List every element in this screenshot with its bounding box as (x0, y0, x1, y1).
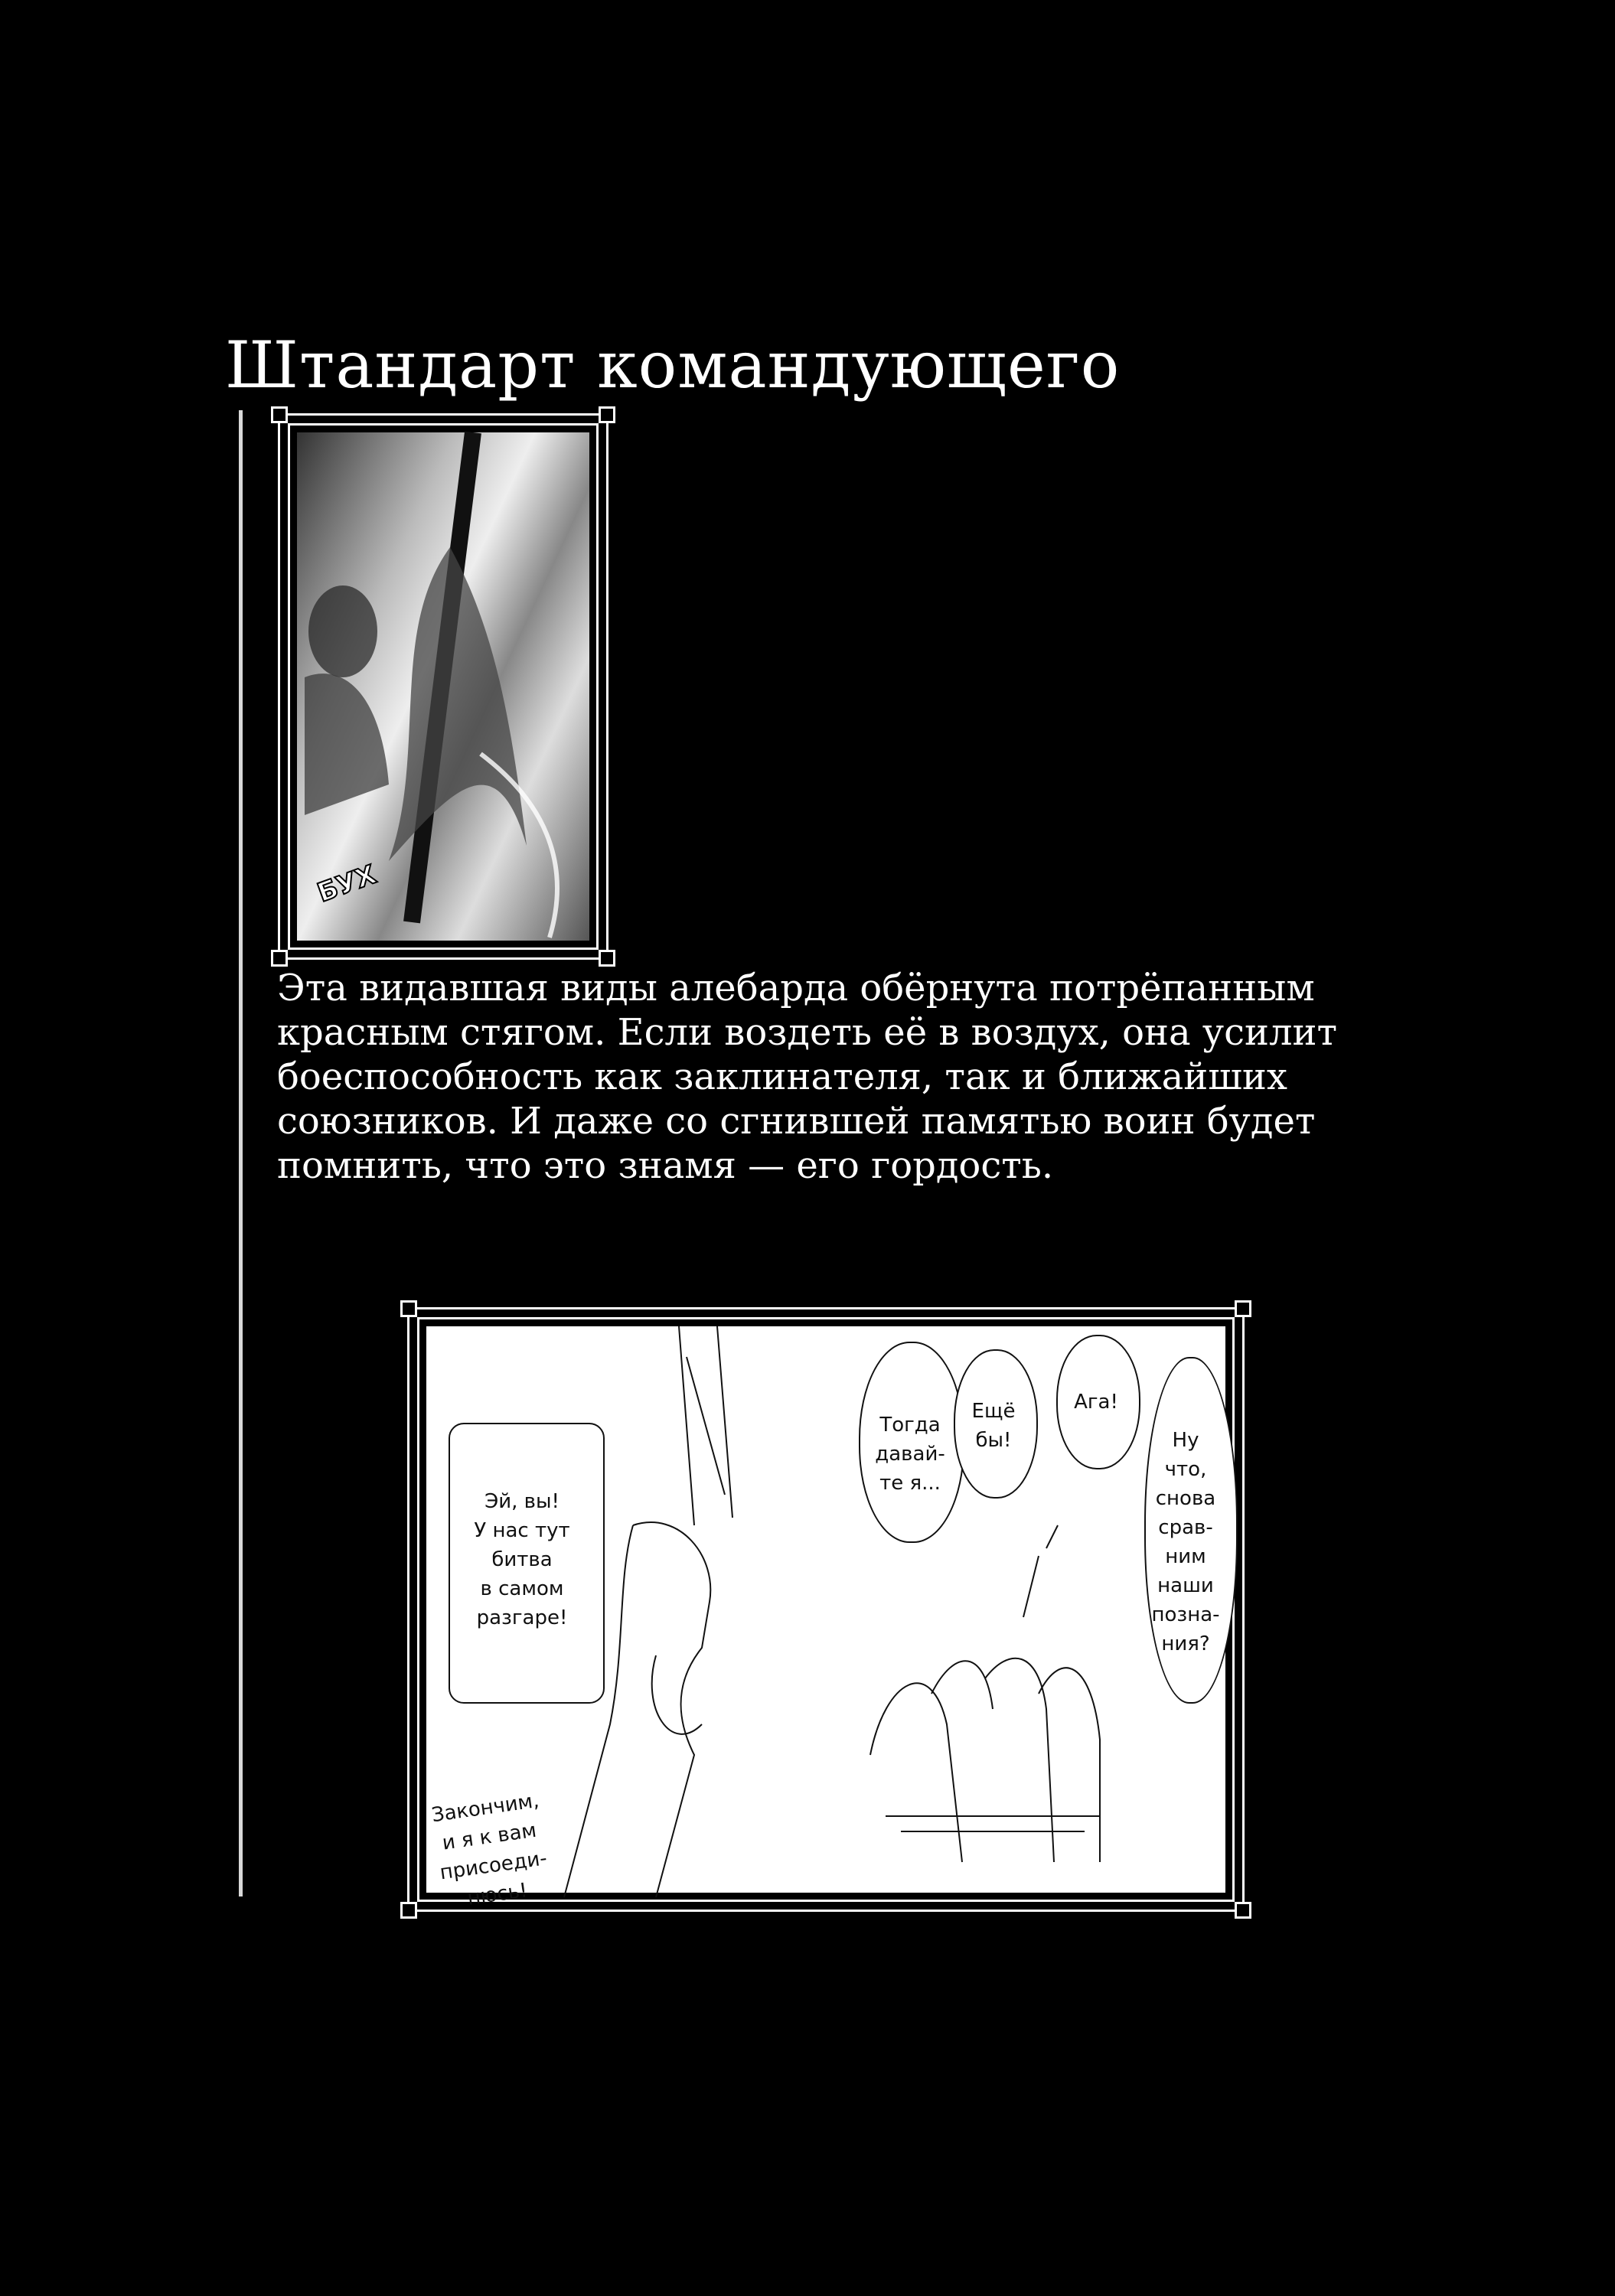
halberd-illustration (297, 432, 589, 941)
description-line: боеспособность как заклинателя, так и ближайших (277, 1055, 1287, 1098)
sfx-text: БУХ (313, 859, 380, 909)
description-line: красным стягом. Если воздеть её в воздух, она усилит (277, 1011, 1338, 1054)
comic-panel (426, 1326, 1225, 1910)
speech-bubble-text: Ещё бы! (971, 1400, 1016, 1452)
illustration-frame (278, 413, 608, 960)
description-line: союзников. И даже со сгнившей памятью воин будет (277, 1100, 1316, 1143)
warrior-with-banner-drawing (297, 432, 594, 945)
item-description (277, 966, 1338, 1188)
page-title: Штандарт командующего (225, 328, 1121, 403)
speech-bubble-text: Ну что, снова срав- ним наши позна- ния? (1151, 1429, 1220, 1655)
left-divider-line (239, 410, 243, 1896)
speech-bubble-text: Тогда давай- те я... (875, 1414, 945, 1495)
comic-panel-frame (407, 1307, 1245, 1912)
description-line: помнить, что это знамя — его гордость. (277, 1144, 1054, 1187)
speech-bubble-text: Ага! (1074, 1391, 1118, 1414)
caption-text: Закончим, и я к вам присоеди- нюсь! (429, 1789, 549, 1910)
speech-bubble-text: Эй, вы! У нас тут битва в самом разгаре! (474, 1490, 570, 1629)
description-line: Эта видавшая виды алебарда обёрнута потрёпанным (277, 967, 1315, 1009)
